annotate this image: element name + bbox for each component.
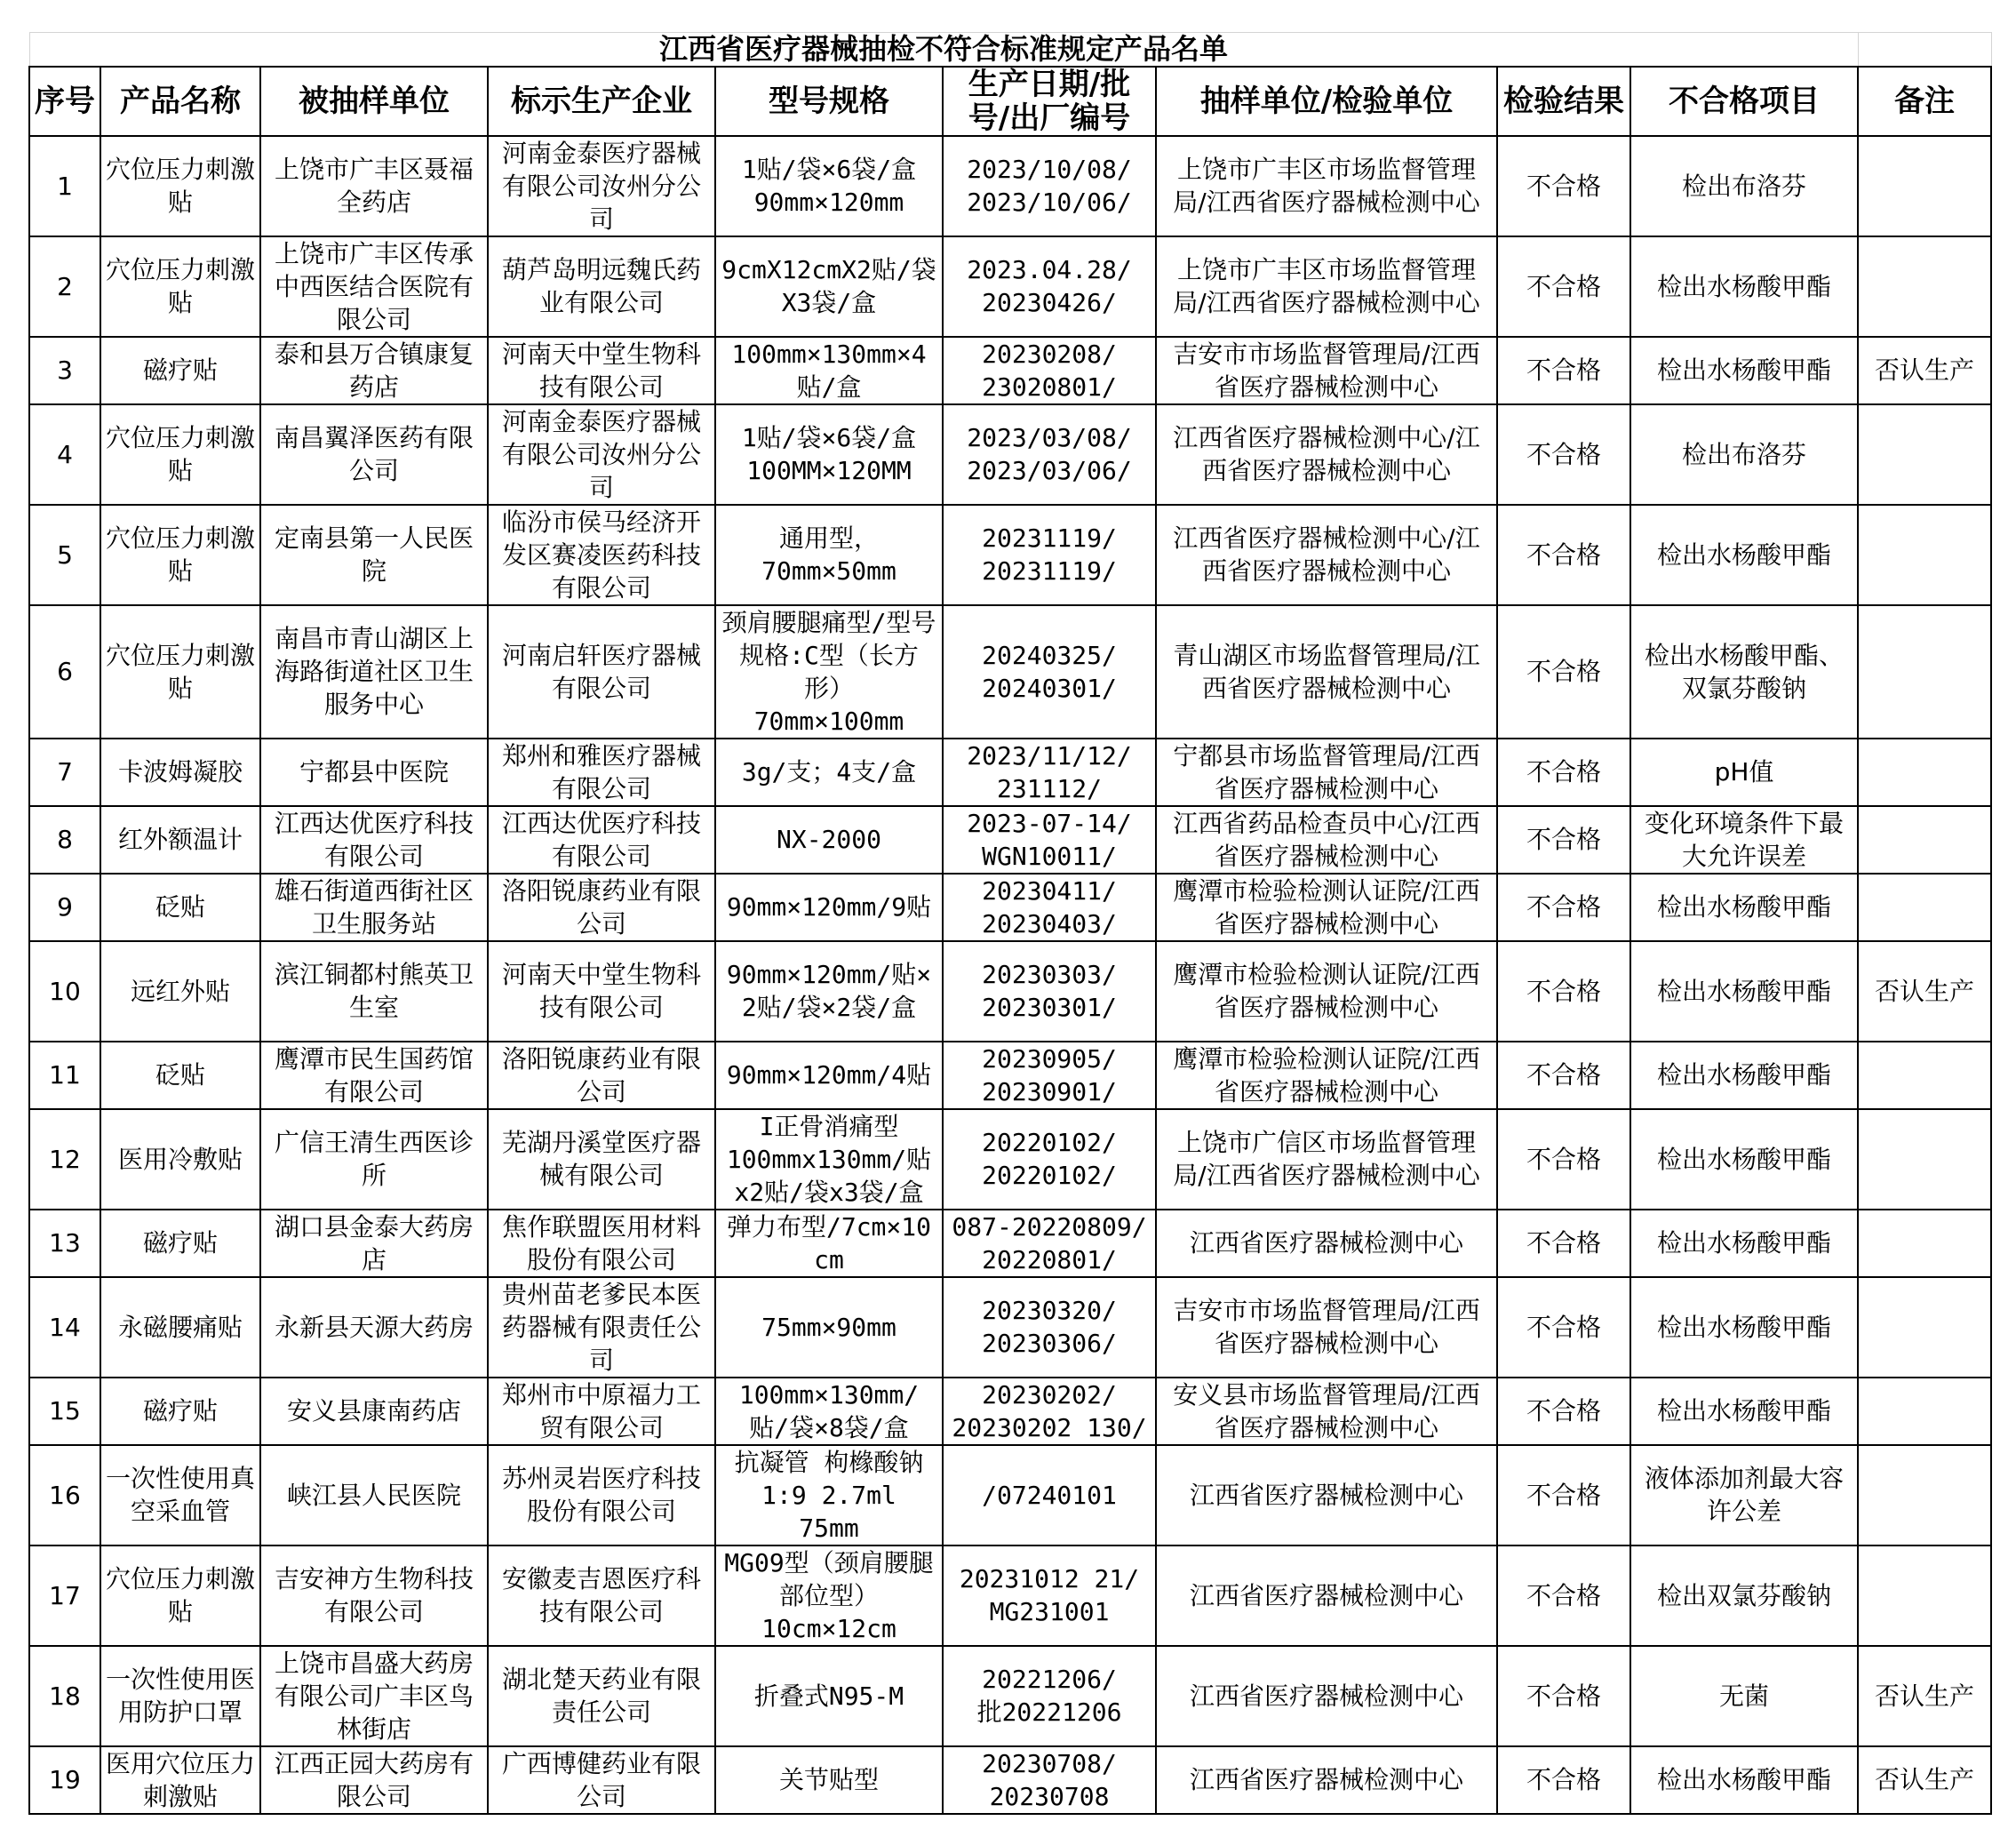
failed-item-cell: 液体添加剂最大容许公差 — [1630, 1445, 1858, 1545]
row-number-cell: 14 — [29, 1277, 100, 1378]
manufacturer-cell: 焦作联盟医用材料股份有限公司 — [488, 1210, 715, 1277]
inspection-unit-cell: 宁都县市场监督管理局/江西省医疗器械检测中心 — [1156, 739, 1497, 806]
sampled-unit-cell: 泰和县万合镇康复药店 — [260, 337, 488, 404]
table-row — [29, 1210, 1991, 1277]
table-body — [29, 136, 1991, 1814]
product-name-cell: 穴位压力刺激贴 — [100, 505, 260, 605]
remark-cell — [1858, 1445, 1991, 1545]
inspection-result-cell: 不合格 — [1497, 1042, 1630, 1109]
inspection-unit-cell: 青山湖区市场监督管理局/江西省医疗器械检测中心 — [1156, 605, 1497, 739]
failed-item-cell: 检出水杨酸甲酯 — [1630, 941, 1858, 1042]
table-row — [29, 1042, 1991, 1109]
failed-item-cell: 检出水杨酸甲酯 — [1630, 236, 1858, 337]
remark-cell — [1858, 1210, 1991, 1277]
batch-number-cell: 20231012 21/ MG231001 — [943, 1545, 1156, 1646]
product-name-cell: 医用穴位压力刺激贴 — [100, 1746, 260, 1814]
inspection-result-cell: 不合格 — [1497, 505, 1630, 605]
product-name-cell: 一次性使用医用防护口罩 — [100, 1646, 260, 1746]
failed-item-cell: 检出水杨酸甲酯、双氯芬酸钠 — [1630, 605, 1858, 739]
spec-cell: 3g/支；4支/盒 — [715, 739, 943, 806]
inspection-unit-cell: 吉安市市场监督管理局/江西省医疗器械检测中心 — [1156, 337, 1497, 404]
table-row — [29, 1109, 1991, 1210]
table-row — [29, 404, 1991, 505]
table-row — [29, 1746, 1991, 1814]
inspection-result-cell: 不合格 — [1497, 739, 1630, 806]
col-header-spec: 型号规格 — [715, 67, 943, 136]
inspection-unit-cell: 江西省医疗器械检测中心/江西省医疗器械检测中心 — [1156, 404, 1497, 505]
spec-cell: 抗凝管 枸橼酸钠1:9 2.7ml 75mm — [715, 1445, 943, 1545]
product-name-cell: 砭贴 — [100, 1042, 260, 1109]
failed-item-cell: pH值 — [1630, 739, 1858, 806]
remark-cell — [1858, 236, 1991, 337]
col-header-no: 序号 — [29, 67, 100, 136]
inspection-result-cell: 不合格 — [1497, 1378, 1630, 1445]
batch-number-cell: 20221206/ 批20221206 — [943, 1646, 1156, 1746]
row-number-cell: 7 — [29, 739, 100, 806]
batch-number-cell: 20240325/ 20240301/ — [943, 605, 1156, 739]
batch-number-cell: 2023/11/12/ 231112/ — [943, 739, 1156, 806]
header-row — [29, 67, 1991, 136]
manufacturer-cell: 郑州和雅医疗器械有限公司 — [488, 739, 715, 806]
row-number-cell: 13 — [29, 1210, 100, 1277]
product-name-cell: 一次性使用真空采血管 — [100, 1445, 260, 1545]
sampled-unit-cell: 鹰潭市民生国药馆有限公司 — [260, 1042, 488, 1109]
remark-cell — [1858, 404, 1991, 505]
col-header-result: 检验结果 — [1497, 67, 1630, 136]
batch-number-cell: /07240101 — [943, 1445, 1156, 1545]
inspection-unit-cell: 江西省医疗器械检测中心 — [1156, 1646, 1497, 1746]
table-row — [29, 739, 1991, 806]
batch-number-cell: 2023.04.28/ 20230426/ — [943, 236, 1156, 337]
row-number-cell: 3 — [29, 337, 100, 404]
manufacturer-cell: 洛阳锐康药业有限公司 — [488, 874, 715, 941]
product-name-cell: 卡波姆凝胶 — [100, 739, 260, 806]
spec-cell: 90mm×120mm/9贴 — [715, 874, 943, 941]
inspection-unit-cell: 吉安市市场监督管理局/江西省医疗器械检测中心 — [1156, 1277, 1497, 1378]
inspection-unit-cell: 鹰潭市检验检测认证院/江西省医疗器械检测中心 — [1156, 1042, 1497, 1109]
row-number-cell: 1 — [29, 136, 100, 236]
failed-item-cell: 检出水杨酸甲酯 — [1630, 1210, 1858, 1277]
inspection-result-cell: 不合格 — [1497, 236, 1630, 337]
remark-cell — [1858, 1545, 1991, 1646]
row-number-cell: 17 — [29, 1545, 100, 1646]
batch-number-cell: 20230905/ 20230901/ — [943, 1042, 1156, 1109]
product-name-cell: 穴位压力刺激贴 — [100, 136, 260, 236]
product-name-cell: 穴位压力刺激贴 — [100, 236, 260, 337]
inspection-result-cell: 不合格 — [1497, 1545, 1630, 1646]
row-number-cell: 9 — [29, 874, 100, 941]
inspection-result-cell: 不合格 — [1497, 605, 1630, 739]
inspection-result-cell: 不合格 — [1497, 941, 1630, 1042]
product-name-cell: 穴位压力刺激贴 — [100, 404, 260, 505]
manufacturer-cell: 贵州苗老爹民本医药器械有限责任公司 — [488, 1277, 715, 1378]
sampled-unit-cell: 南昌翼泽医药有限公司 — [260, 404, 488, 505]
failed-item-cell: 检出水杨酸甲酯 — [1630, 1378, 1858, 1445]
spec-cell: 1贴/袋×6袋/盒 100MM×120MM — [715, 404, 943, 505]
remark-cell — [1858, 874, 1991, 941]
product-name-cell: 穴位压力刺激贴 — [100, 1545, 260, 1646]
manufacturer-cell: 广西博健药业有限公司 — [488, 1746, 715, 1814]
row-number-cell: 11 — [29, 1042, 100, 1109]
col-header-batch: 生产日期/批号/出厂编号 — [943, 67, 1156, 136]
sampled-unit-cell: 雄石街道西街社区卫生服务站 — [260, 874, 488, 941]
inspection-unit-cell: 江西省医疗器械检测中心 — [1156, 1445, 1497, 1545]
batch-number-cell: 087-20220809/ 20220801/ — [943, 1210, 1156, 1277]
manufacturer-cell: 河南金泰医疗器械有限公司汝州分公司 — [488, 404, 715, 505]
spec-cell: 折叠式N95-M — [715, 1646, 943, 1746]
spec-cell: 关节贴型 — [715, 1746, 943, 1814]
inspection-result-cell: 不合格 — [1497, 1277, 1630, 1378]
inspection-result-cell: 不合格 — [1497, 1109, 1630, 1210]
product-name-cell: 穴位压力刺激贴 — [100, 605, 260, 739]
inspection-unit-cell: 鹰潭市检验检测认证院/江西省医疗器械检测中心 — [1156, 874, 1497, 941]
spec-cell: 9cmX12cmX2贴/袋X3袋/盒 — [715, 236, 943, 337]
batch-number-cell: 20230708/ 20230708 — [943, 1746, 1156, 1814]
table-row — [29, 1445, 1991, 1545]
inspection-result-cell: 不合格 — [1497, 404, 1630, 505]
sampled-unit-cell: 上饶市广丰区传承中西医结合医院有限公司 — [260, 236, 488, 337]
remark-cell — [1858, 136, 1991, 236]
product-name-cell: 永磁腰痛贴 — [100, 1277, 260, 1378]
remark-cell — [1858, 739, 1991, 806]
table-row — [29, 505, 1991, 605]
spec-cell: 1贴/袋×6袋/盒 90mm×120mm — [715, 136, 943, 236]
inspection-result-cell: 不合格 — [1497, 1646, 1630, 1746]
remark-cell — [1858, 1109, 1991, 1210]
manufacturer-cell: 临汾市侯马经济开发区赛凌医药科技有限公司 — [488, 505, 715, 605]
row-number-cell: 18 — [29, 1646, 100, 1746]
failed-item-cell: 检出水杨酸甲酯 — [1630, 1109, 1858, 1210]
col-header-manufacturer: 标示生产企业 — [488, 67, 715, 136]
product-name-cell: 医用冷敷贴 — [100, 1109, 260, 1210]
col-header-sampled-unit: 被抽样单位 — [260, 67, 488, 136]
sampled-unit-cell: 江西达优医疗科技有限公司 — [260, 806, 488, 874]
inspection-unit-cell: 上饶市广丰区市场监督管理局/江西省医疗器械检测中心 — [1156, 136, 1497, 236]
spec-cell: 通用型， 70mm×50mm — [715, 505, 943, 605]
manufacturer-cell: 湖北楚天药业有限责任公司 — [488, 1646, 715, 1746]
sampled-unit-cell: 永新县天源大药房 — [260, 1277, 488, 1378]
failed-item-cell: 检出水杨酸甲酯 — [1630, 337, 1858, 404]
inspection-result-cell: 不合格 — [1497, 1445, 1630, 1545]
manufacturer-cell: 葫芦岛明远魏氏药业有限公司 — [488, 236, 715, 337]
col-header-failed-item: 不合格项目 — [1630, 67, 1858, 136]
remark-cell — [1858, 605, 1991, 739]
failed-item-cell: 检出布洛芬 — [1630, 136, 1858, 236]
row-number-cell: 6 — [29, 605, 100, 739]
inspection-unit-cell: 江西省药品检查员中心/江西省医疗器械检测中心 — [1156, 806, 1497, 874]
remark-cell — [1858, 1042, 1991, 1109]
batch-number-cell: 20220102/ 20220102/ — [943, 1109, 1156, 1210]
product-name-cell: 远红外贴 — [100, 941, 260, 1042]
batch-number-cell: 20230202/ 20230202 130/ — [943, 1378, 1156, 1445]
sampled-unit-cell: 安义县康南药店 — [260, 1378, 488, 1445]
inspection-unit-cell: 江西省医疗器械检测中心 — [1156, 1210, 1497, 1277]
sampled-unit-cell: 定南县第一人民医院 — [260, 505, 488, 605]
row-number-cell: 5 — [29, 505, 100, 605]
col-header-product: 产品名称 — [100, 67, 260, 136]
failed-item-cell: 检出双氯芬酸钠 — [1630, 1545, 1858, 1646]
batch-number-cell: 20230320/ 20230306/ — [943, 1277, 1156, 1378]
col-header-remark: 备注 — [1858, 67, 1991, 136]
remark-cell — [1858, 806, 1991, 874]
remark-cell — [1858, 505, 1991, 605]
spec-cell: 75mm×90mm — [715, 1277, 943, 1378]
table-row — [29, 337, 1991, 404]
sampled-unit-cell: 上饶市广丰区聂福全药店 — [260, 136, 488, 236]
inspection-unit-cell: 上饶市广丰区市场监督管理局/江西省医疗器械检测中心 — [1156, 236, 1497, 337]
sampled-unit-cell: 宁都县中医院 — [260, 739, 488, 806]
inspection-unit-cell: 江西省医疗器械检测中心 — [1156, 1545, 1497, 1646]
batch-number-cell: 20231119/ 20231119/ — [943, 505, 1156, 605]
product-name-cell: 红外额温计 — [100, 806, 260, 874]
title-row — [29, 33, 1991, 67]
failed-item-cell: 检出水杨酸甲酯 — [1630, 1746, 1858, 1814]
sampled-unit-cell: 上饶市昌盛大药房有限公司广丰区鸟林街店 — [260, 1646, 488, 1746]
spec-cell: 100mm×130mm×4贴/盒 — [715, 337, 943, 404]
table-row — [29, 874, 1991, 941]
failed-item-cell: 检出水杨酸甲酯 — [1630, 1277, 1858, 1378]
manufacturer-cell: 河南启轩医疗器械有限公司 — [488, 605, 715, 739]
table-row — [29, 605, 1991, 739]
row-number-cell: 15 — [29, 1378, 100, 1445]
title-blank-cell — [1858, 33, 1991, 67]
failed-item-cell: 检出水杨酸甲酯 — [1630, 505, 1858, 605]
sampled-unit-cell: 南昌市青山湖区上海路街道社区卫生服务中心 — [260, 605, 488, 739]
manufacturer-cell: 江西达优医疗科技有限公司 — [488, 806, 715, 874]
table-title: 江西省医疗器械抽检不符合标准规定产品名单 — [29, 33, 1858, 67]
col-header-inspector: 抽样单位/检验单位 — [1156, 67, 1497, 136]
batch-number-cell: 20230303/ 20230301/ — [943, 941, 1156, 1042]
inspection-table — [28, 32, 1992, 1815]
inspection-result-cell: 不合格 — [1497, 874, 1630, 941]
inspection-unit-cell: 江西省医疗器械检测中心 — [1156, 1746, 1497, 1814]
sampled-unit-cell: 滨江铜都村熊英卫生室 — [260, 941, 488, 1042]
sampled-unit-cell: 吉安神方生物科技有限公司 — [260, 1545, 488, 1646]
manufacturer-cell: 芜湖丹溪堂医疗器械有限公司 — [488, 1109, 715, 1210]
table-row — [29, 1277, 1991, 1378]
table-row — [29, 136, 1991, 236]
spec-cell: MG09型（颈肩腰腿部位型） 10cm×12cm — [715, 1545, 943, 1646]
spec-cell: I正骨消痛型 100mmx130mm/贴x2贴/袋x3袋/盒 — [715, 1109, 943, 1210]
inspection-unit-cell: 江西省医疗器械检测中心/江西省医疗器械检测中心 — [1156, 505, 1497, 605]
table-row — [29, 806, 1991, 874]
remark-cell: 否认生产 — [1858, 337, 1991, 404]
inspection-result-cell: 不合格 — [1497, 1210, 1630, 1277]
manufacturer-cell: 河南天中堂生物科技有限公司 — [488, 337, 715, 404]
remark-cell: 否认生产 — [1858, 1646, 1991, 1746]
row-number-cell: 2 — [29, 236, 100, 337]
remark-cell — [1858, 1277, 1991, 1378]
row-number-cell: 19 — [29, 1746, 100, 1814]
manufacturer-cell: 河南金泰医疗器械有限公司汝州分公司 — [488, 136, 715, 236]
table-row — [29, 1646, 1991, 1746]
sampled-unit-cell: 广信王清生西医诊所 — [260, 1109, 488, 1210]
manufacturer-cell: 郑州市中原福力工贸有限公司 — [488, 1378, 715, 1445]
batch-number-cell: 2023-07-14/ WGN10011/ — [943, 806, 1156, 874]
row-number-cell: 8 — [29, 806, 100, 874]
manufacturer-cell: 洛阳锐康药业有限公司 — [488, 1042, 715, 1109]
row-number-cell: 16 — [29, 1445, 100, 1545]
table-row — [29, 1545, 1991, 1646]
failed-item-cell: 检出布洛芬 — [1630, 404, 1858, 505]
sampled-unit-cell: 峡江县人民医院 — [260, 1445, 488, 1545]
table-row — [29, 941, 1991, 1042]
inspection-result-cell: 不合格 — [1497, 806, 1630, 874]
spec-cell: 弹力布型/7cm×10cm — [715, 1210, 943, 1277]
manufacturer-cell: 安徽麦吉恩医疗科技有限公司 — [488, 1545, 715, 1646]
batch-number-cell: 20230411/ 20230403/ — [943, 874, 1156, 941]
spec-cell: 颈肩腰腿痛型/型号规格:C型（长方形） 70mm×100mm — [715, 605, 943, 739]
table-row — [29, 1378, 1991, 1445]
spec-cell: 90mm×120mm/4贴 — [715, 1042, 943, 1109]
inspection-unit-cell: 鹰潭市检验检测认证院/江西省医疗器械检测中心 — [1156, 941, 1497, 1042]
row-number-cell: 4 — [29, 404, 100, 505]
batch-number-cell: 2023/10/08/ 2023/10/06/ — [943, 136, 1156, 236]
inspection-result-cell: 不合格 — [1497, 1746, 1630, 1814]
product-name-cell: 砭贴 — [100, 874, 260, 941]
spec-cell: NX-2000 — [715, 806, 943, 874]
table-row — [29, 236, 1991, 337]
failed-item-cell: 变化环境条件下最大允许误差 — [1630, 806, 1858, 874]
batch-number-cell: 20230208/ 23020801/ — [943, 337, 1156, 404]
sampled-unit-cell: 江西正园大药房有限公司 — [260, 1746, 488, 1814]
failed-item-cell: 检出水杨酸甲酯 — [1630, 1042, 1858, 1109]
remark-cell: 否认生产 — [1858, 941, 1991, 1042]
inspection-result-cell: 不合格 — [1497, 337, 1630, 404]
product-name-cell: 磁疗贴 — [100, 337, 260, 404]
sampled-unit-cell: 湖口县金泰大药房店 — [260, 1210, 488, 1277]
manufacturer-cell: 河南天中堂生物科技有限公司 — [488, 941, 715, 1042]
failed-item-cell: 无菌 — [1630, 1646, 1858, 1746]
failed-item-cell: 检出水杨酸甲酯 — [1630, 874, 1858, 941]
inspection-result-cell: 不合格 — [1497, 136, 1630, 236]
product-name-cell: 磁疗贴 — [100, 1378, 260, 1445]
manufacturer-cell: 苏州灵岩医疗科技股份有限公司 — [488, 1445, 715, 1545]
row-number-cell: 12 — [29, 1109, 100, 1210]
inspection-unit-cell: 上饶市广信区市场监督管理局/江西省医疗器械检测中心 — [1156, 1109, 1497, 1210]
inspection-unit-cell: 安义县市场监督管理局/江西省医疗器械检测中心 — [1156, 1378, 1497, 1445]
product-name-cell: 磁疗贴 — [100, 1210, 260, 1277]
remark-cell — [1858, 1378, 1991, 1445]
spec-cell: 90mm×120mm/贴×2贴/袋×2袋/盒 — [715, 941, 943, 1042]
spec-cell: 100mm×130mm/贴/袋×8袋/盒 — [715, 1378, 943, 1445]
row-number-cell: 10 — [29, 941, 100, 1042]
remark-cell: 否认生产 — [1858, 1746, 1991, 1814]
batch-number-cell: 2023/03/08/ 2023/03/06/ — [943, 404, 1156, 505]
